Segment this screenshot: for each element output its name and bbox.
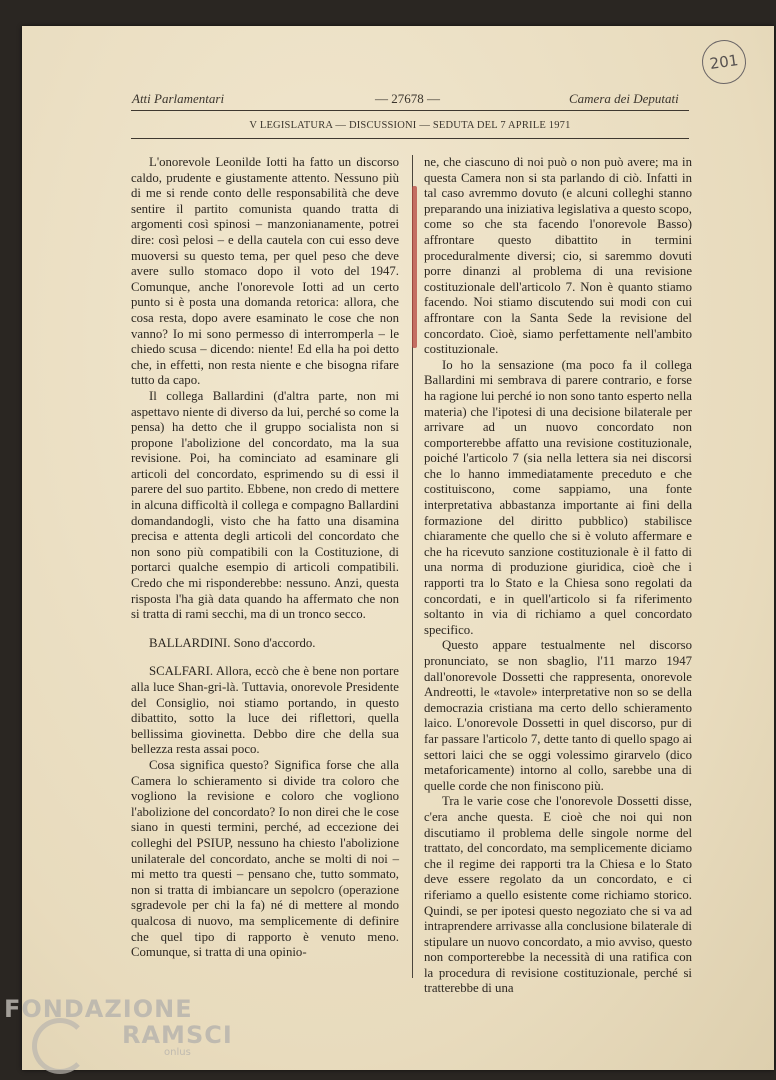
watermark: FONDAZIONE RAMSCI onlus [4,995,233,1058]
margin-annotation-mark [412,186,417,348]
speaker-line: BALLARDINI. Sono d'accordo. [149,635,316,650]
header-right: Camera dei Deputati [569,91,679,106]
right-column [424,155,692,997]
header-page-number: — 27678 — [375,91,440,106]
paragraph: Il collega Ballardini (d'altra parte, non mi aspettavo niente di diverso da lui, perché so come la pensa) ha detto che il gruppo socialista non si propone l'abolizione del concordato, ma la sua revisione. Poi, ha cominciato ad esaminare gli articoli del concordato, esprimendo su di essi il parere del suo partito. Ebbene, non credo di mettere in alcuna difficoltà il collega e compagno Ballardini domandandogli, visto che ha fatto una disamina precisa e attenta degli articoli del concordato che non sono più compatibili con la Costituzione, di portarci qualche esempio di articoli compatibili. Credo che mi risponderebbe: nessuno. Anzi, questa risposta l'ha già data quando ha affermato che non si tratta di rami secchi, ma di un tronco secco. [131,388,399,622]
paragraph: L'onorevole Leonilde Iotti ha fatto un discorso caldo, prudente e giustamente attento. Nessuno più di me si rende conto delle responsabilità che deve sentire il partito comunista quando tratta di argomenti così spinosi – manzonianamente, potrei dire: così pelosi – e della cautela con cui esso deve muoversi su questo tema, per quel peso che deve avere sullo stomaco dopo il voto del 1947. Comunque, anche l'onorevole Iotti ad un certo punto si è posta una domanda retorica: allora, che cosa resta, dopo avere esaminato le cose che non vanno? Io mi sono permesso di interromperla – le chiedo scusa – dicendo: niente! Ed ella ha poi detto che, in effetti, non resta niente e che bisogna rifare tutto da capo. [131,155,399,388]
session-header: V LEGISLATURA — DISCUSSIONI — SEDUTA DEL 7 APRILE 1971 [249,120,571,131]
paragraph: ne, che ciascuno di noi può o non può avere; ma in questa Camera non si sta parlando di ciò. Infatti in tal caso avremmo dovuto (e alcuni colleghi stanno preparando una iniziativa legislativa a questo scopo, come so che sta facendo l'onorevole Basso) affrontare questo dibattito in termini proceduralmente diversi; cio, si saremmo dovuti porre dinanzi al problema di una revisione costituzionale dell'articolo 7. Non è quanto stiamo facendo. Noi stiamo discutendo sui modi con cui affrontare con la Santa Sede la revisione del concordato. Cioè, siamo perfettamente nell'ambito costituzionale. [424,155,692,357]
header-left: Atti Parlamentari [132,91,225,106]
paragraph: Io ho la sensazione (ma poco fa il collega Ballardini mi sembrava di parere contrario, e forse ha ragione lui perché io non sono tanto esperto nella materia) che l'ipotesi di una decisione bilaterale per arrivare ad un nuovo concordato non comporterebbe affatto una revisione costituzionale, poiché l'articolo 7 (sia nella lettera sia nei discorsi che lo hanno immediatamente preceduto e che costituiscono, come sappiamo, una fonte interpretativa abbastanza importante ai fini della formazione del diritto pubblico) stabilisce chiaramente che quello che si è voluto affermare e che ha ricevuto sanzione costituzionale è il fatto di una norma di produzione giuridica, cioè che i rapporti tra lo Stato e la Chiesa sono regolati da concordati, e in quell'articolo si fa riferimento soltanto in via di richiamo a quel concordato specifico. [424,357,692,637]
page-number-stamp: 201 [699,37,749,87]
header-rule-bottom [131,138,689,139]
paragraph: SCALFARI. Allora, eccò che è bene non portare alla luce Shan-gri-là. Tuttavia, onorevole Presidente del Consiglio, noi stiamo portando, in questo dibattito, sotto la luce dei riflettori, quella bellissima giovinetta. Debbo dire che della sua bellezza resta assai poco. [131,664,399,757]
paragraph: Tra le varie cose che l'onorevole Dossetti disse, c'era anche questa. E cioè che noi qui non discutiamo il problema delle singole norme del trattato, del concordato, ma semplicemente diciamo che il regime dei rapporti tra la Chiesa e lo Stato deve essere regolato da un concordato, e ci riferiamo a quello esistente come richiamo storico. Quindi, se per ipotesi questo negoziato che si va ad intraprendere arrivasse alla conclusione bilaterale di stipulare un nuovo concordato, a mio avviso, questo non comporterebbe la necessità di una ratifica con la procedura di revisione costituzionale, perché si tratterebbe di una [424,794,692,996]
header-rule-top [131,110,689,111]
left-column [131,155,399,961]
paragraph: Questo appare testualmente nel discorso pronunciato, se non sbaglio, l'11 marzo 1947 dall'onorevole Dossetti che rappresenta, onorevole Andreotti, le «tavole» interpretative non so se della democrazia cristiana ma certo dello schieramento laico. L'onorevole Dossetti in quel discorso, pur di far passare l'articolo 7, dette tanto di quello spago ai settori laici che se oggi volessimo girarvelo (dico metaforicamente) intorno al collo, sarebbe una di quelle corde che non finiscono più. [424,638,692,793]
paragraph: Cosa significa questo? Significa forse che alla Camera lo schieramento si divide tra coloro che vogliono la revisione e coloro che vogliono l'abolizione del concordato? Io non direi che le cose siano in questi termini, perché, ad eccezione dei colleghi del PSIUP, nessuno ha chiesto l'abolizione unilaterale del concordato, anche se molti di noi – mi metto tra questi – pensano che, tutto sommato, non si tratta di imbiancare un sepolcro (operazione sgradevole per chi la fa) né di mettere al mondo qualcosa di nuovo, ma semplicemente di definire che quel tipo di rapporto è venuto meno. Comunque, si tratta di una opinio- [131,757,399,960]
